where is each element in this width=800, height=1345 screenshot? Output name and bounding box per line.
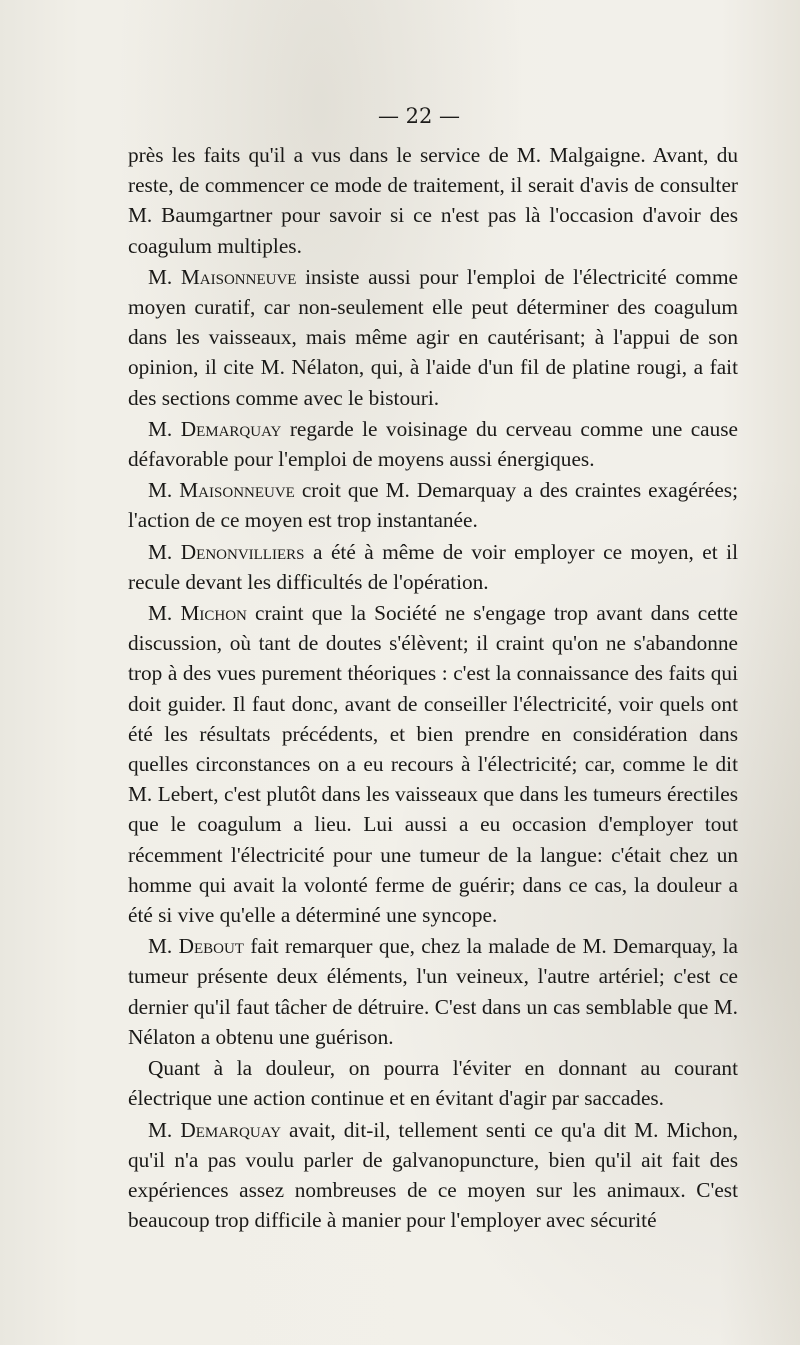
speaker-prefix: M. (148, 478, 173, 503)
speaker-name: Maisonneuve (179, 478, 295, 503)
paragraph-text: insiste aussi pour l'emploi de l'électricité comme moyen curatif, car non-seulement elle peut déterminer des coagulum dans les vaisseaux, mais même agir en cautérisant; à l'appui de son opinion, il cite M. Nélaton, qui, à l'aide d'un fil de platine rougi, a fait des sections comme avec le bistouri. (128, 264, 739, 410)
paragraph-text: croit que M. Demarquay a des craintes exagérées; l'action de ce moyen est trop instantanée. (128, 478, 738, 533)
paragraph-text: avait, dit-il, tellement senti ce qu'a dit M. Michon, qu'il n'a pas voulu parler de galvanopuncture, bien qu'il ait fait des expériences assez nombreuses de ce moyen sur les animaux. C'est beaucoup trop difficile à manier pour l'employer avec sécurité (128, 1117, 739, 1233)
speaker-prefix: M. (148, 1117, 173, 1142)
body-text (128, 140, 738, 1236)
paragraph-text: Quant à la douleur, on pourra l'éviter en donnant au courant électrique une action continue et en évitant d'agir par saccades. (128, 1056, 738, 1111)
paragraph (128, 140, 738, 261)
speaker-prefix: M. (148, 539, 173, 564)
paragraph (128, 475, 738, 535)
paragraph-text: fait remarquer que, chez la malade de M. Demarquay, la tumeur présente deux éléments, l'un veineux, l'autre artériel; c'est ce dernier qu'il faut tâcher de détruire. C'est dans un cas semblable que M. Nélaton a obtenu une guérison. (128, 934, 739, 1049)
speaker-name: Demarquay (180, 416, 282, 441)
speaker-name: Michon (180, 601, 247, 626)
speaker-prefix: M. (148, 934, 173, 959)
speaker-name: Denonvilliers (180, 539, 305, 564)
paragraph (128, 414, 738, 474)
speaker-name: Maisonneuve (180, 264, 297, 289)
paragraph (128, 262, 738, 413)
paragraph (128, 1115, 738, 1236)
paragraph (128, 931, 738, 1052)
speaker-prefix: M. (148, 601, 173, 626)
page-number: — 22 — (377, 104, 461, 128)
speaker-name: Demarquay (180, 1117, 281, 1142)
paragraph-text: a été à même de voir employer ce moyen, et il recule devant les difficultés de l'opération. (128, 539, 739, 594)
paragraph-text: craint que la Société ne s'engage trop avant dans cette discussion, où tant de doutes s'élèvent; il craint qu'on ne s'abandonne trop à des vues purement théoriques : c'est la connaissance des faits qui doit guider. Il faut donc, avant de conseiller l'électricité, voir quels ont été les résultats précédents, et bien prendre en considération dans quelles circonstances on a eu recours à l'électricité; car, comme le dit M. Lebert, c'est plutôt dans les vaisseaux que dans les tumeurs érectiles que le coagulum a lieu. Lui aussi a eu occasion d'employer tout récemment l'électricité pour une tumeur de la langue: c'était chez un homme qui avait la volonté ferme de guérir; dans ce cas, la douleur a été si vive qu'elle a déterminé une syncope. (128, 601, 738, 928)
paragraph-text: près les faits qu'il a vus dans le service de M. Malgaigne. Avant, du reste, de commencer ce mode de traitement, il serait d'avis de consulter M. Baumgartner pour savoir si ce n'est pas là l'occasion d'avoir des coagulum multiples. (128, 143, 738, 258)
speaker-prefix: M. (148, 264, 173, 289)
speaker-prefix: M. (148, 416, 173, 441)
paragraph (128, 537, 738, 597)
paragraph-text: regarde le voisinage du cerveau comme une cause défavorable pour l'emploi de moyens aussi énergiques. (128, 416, 739, 472)
speaker-name: Debout (178, 934, 244, 959)
paragraph (128, 1053, 738, 1113)
paragraph (128, 598, 738, 930)
